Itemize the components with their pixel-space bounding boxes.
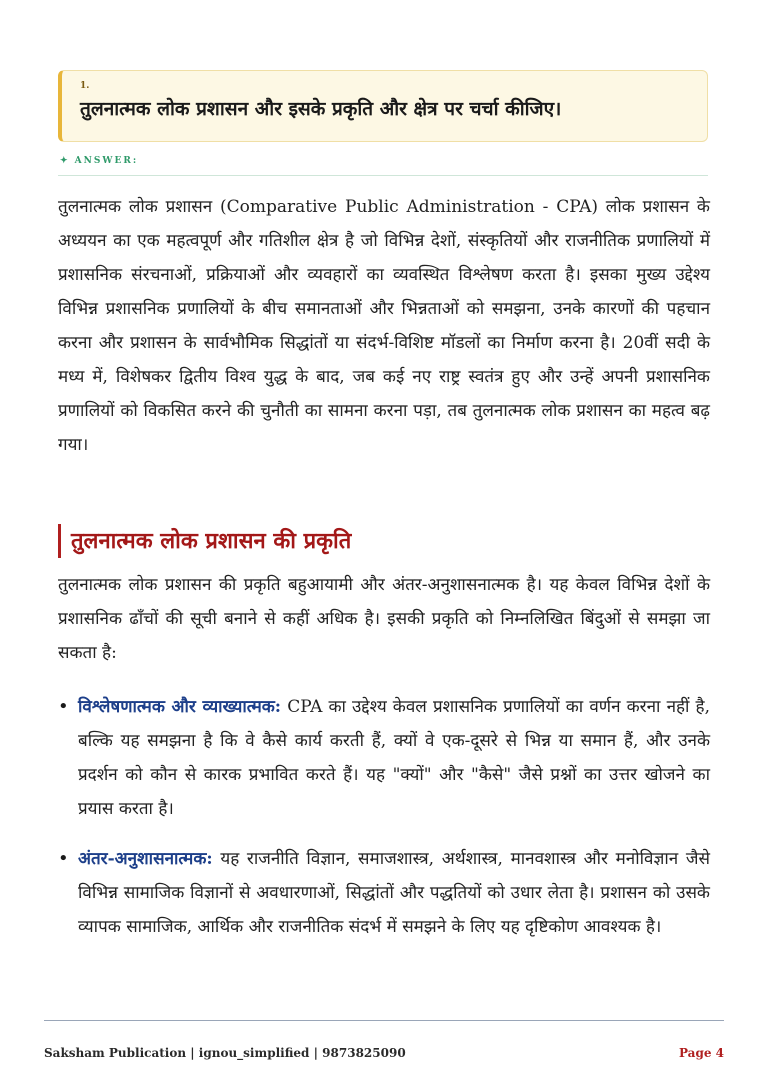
question-text: तुलनात्मक लोक प्रशासन और इसके प्रकृति और क्षेत्र पर चर्चा कीजिए। (80, 98, 562, 120)
question-box (58, 70, 708, 142)
bullet-dot-icon: • (58, 696, 69, 717)
intro-paragraph: तुलनात्मक लोक प्रशासन (Comparative Public Administration - CPA) लोक प्रशासन के अध्ययन का एक महत्वपूर्ण और गतिशील क्षेत्र है जो विभिन्न देशों, संस्कृतियों और राजनीतिक प्रणालियों में प्रशासनिक संरचनाओं, प्रक्रियाओं और व्यवहारों का व्यवस्थित विश्लेषण करता है। इसका मुख्य उद्देश्य विभिन्न प्रशासनिक प्रणालियों के बीच समानताओं और भिन्नताओं को समझना, उनके कारणों की पहचान करना और प्रशासन के सार्वभौमिक सिद्धांतों या संदर्भ-विशिष्ट मॉडलों का निर्माण करना है। 20वीं सदी के मध्य में, विशेषकर द्वितीय विश्व युद्ध के बाद, जब कई नए राष्ट्र स्वतंत्र हुए और उन्हें अपनी प्रशासनिक प्रणालियों को विकसित करने की चुनौती का सामना करना पड़ा, तब तुलनात्मक लोक प्रशासन का महत्व बढ़ गया। (58, 197, 710, 455)
bullet-list (58, 690, 710, 960)
section-paragraph: तुलनात्मक लोक प्रशासन की प्रकृति बहुआयामी और अंतर-अनुशासनात्मक है। यह केवल विभिन्न देशों के प्रशासनिक ढाँचों की सूची बनाने से कहीं अधिक है। इसकी प्रकृति को निम्नलिखित बिंदुओं से समझा जा सकता है: (58, 575, 710, 663)
answer-label: ✦ ANSWER: (60, 156, 139, 166)
bullet-term: अंतर-अनुशासनात्मक: (78, 849, 213, 869)
answer-divider (58, 175, 708, 176)
bullet-dot-icon: • (58, 848, 69, 869)
list-item (58, 842, 710, 944)
bullet-text: यह राजनीति विज्ञान, समाजशास्त्र, अर्थशास्त्र, मानवशास्त्र और मनोविज्ञान जैसे विभिन्न सामाजिक विज्ञानों से अवधारणाओं, सिद्धांतों और पद्धतियों को उधार लेता है। प्रशासन को उसके व्यापक सामाजिक, आर्थिक और राजनीतिक संदर्भ में समझने के लिए यह दृष्टिकोण आवश्यक है। (78, 849, 710, 937)
bullet-text: CPA का उद्देश्य केवल प्रशासनिक प्रणालियों का वर्णन करना नहीं है, बल्कि यह समझना है कि वे कैसे कार्य करती हैं, क्यों वे एक-दूसरे से भिन्न या समान हैं, और उनके प्रदर्शन को कौन से कारक प्रभावित करते हैं। यह "क्यों" और "कैसे" जैसे प्रश्नों का उत्तर खोजने का प्रयास करता है। (78, 697, 710, 819)
list-item (58, 690, 710, 826)
footer-divider (44, 1020, 724, 1021)
bullet-term: विश्लेषणात्मक और व्याख्यात्मक: (78, 697, 282, 717)
question-number: 1. (80, 81, 90, 91)
section-heading: तुलनात्मक लोक प्रशासन की प्रकृति (58, 524, 708, 558)
footer-publisher: Saksham Publication | ignou_simplified | 9873825090 (44, 1046, 406, 1060)
page-number: Page 4 (678, 1046, 724, 1060)
